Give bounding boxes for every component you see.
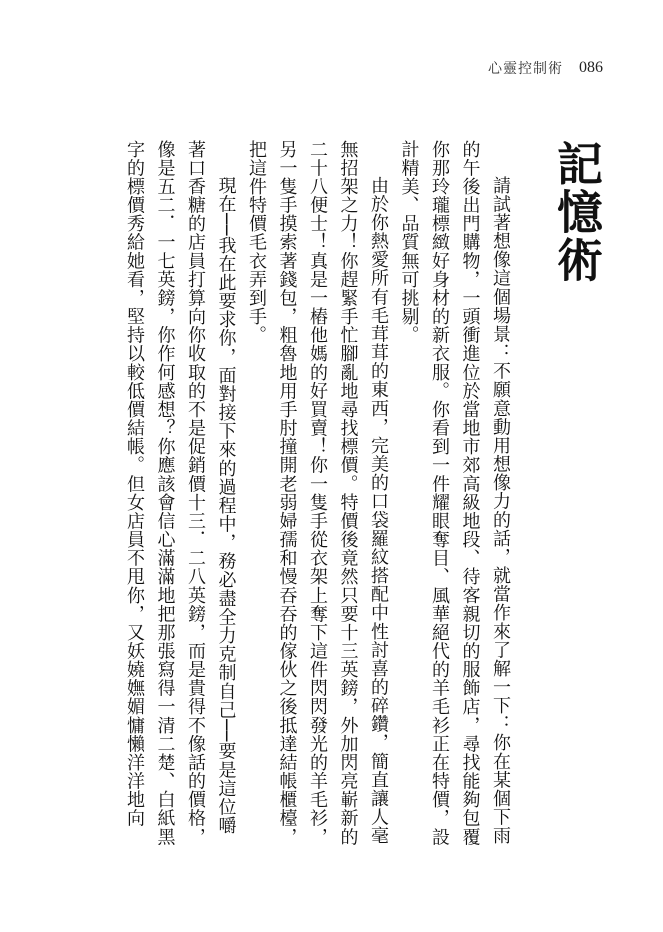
body-text [45,140,515,850]
chapter-title: 記憶術 [550,140,604,284]
paragraph: 由於你熱愛所有毛茸茸的東西，完美的口袋羅紋搭配中性討喜的碎鑽，簡直讓人毫無招架之力！你趕緊手忙腳亂地尋找標價。特價後竟然只要十三英鎊，外加閃亮嶄新的二十八便士！真是一樁他媽的好買賣！你一隻手從衣架上奪下這件閃閃發光的羊毛衫，另一隻手摸索著錢包，粗魯地用手肘撞開老弱婦孺和慢吞吞的傢伙之後抵達結帳櫃檯，把這件特價毛衣弄到手。 [246,140,389,847]
paragraph: 請試著想像這個場景：不願意動用想像力的話，就當作來了解一下：你在某個下雨的午後出門購物，一頭衝進位於當地市郊高級地段、待客親切的服飾店，尋找能夠包覆你那玲瓏標緻好身材的新衣服。你看到一件耀眼奪目、風華絕代的羊毛衫正在特價，設計精美、品質無可挑剔。 [398,140,511,847]
book-title: 心靈控制術 [488,61,563,77]
page-number: 086 [579,59,603,76]
paragraph: 現在──我在此要求你，面對接下來的過程中，務必盡全力克制自己──要是這位嚼著口香糖的店員打算向你收取的不是促銷價十三．二八英鎊，而是貴得不像話的價格，像是五二．一七英鎊，你作何感想？你應該會信心滿滿地把那張寫得一清二楚、白紙黑字的標價秀給她看，堅持以較低價結帳。但女店員不甩你，又妖嬈嫵媚慵懶洋洋地向 [124,140,237,847]
running-header [488,56,603,80]
